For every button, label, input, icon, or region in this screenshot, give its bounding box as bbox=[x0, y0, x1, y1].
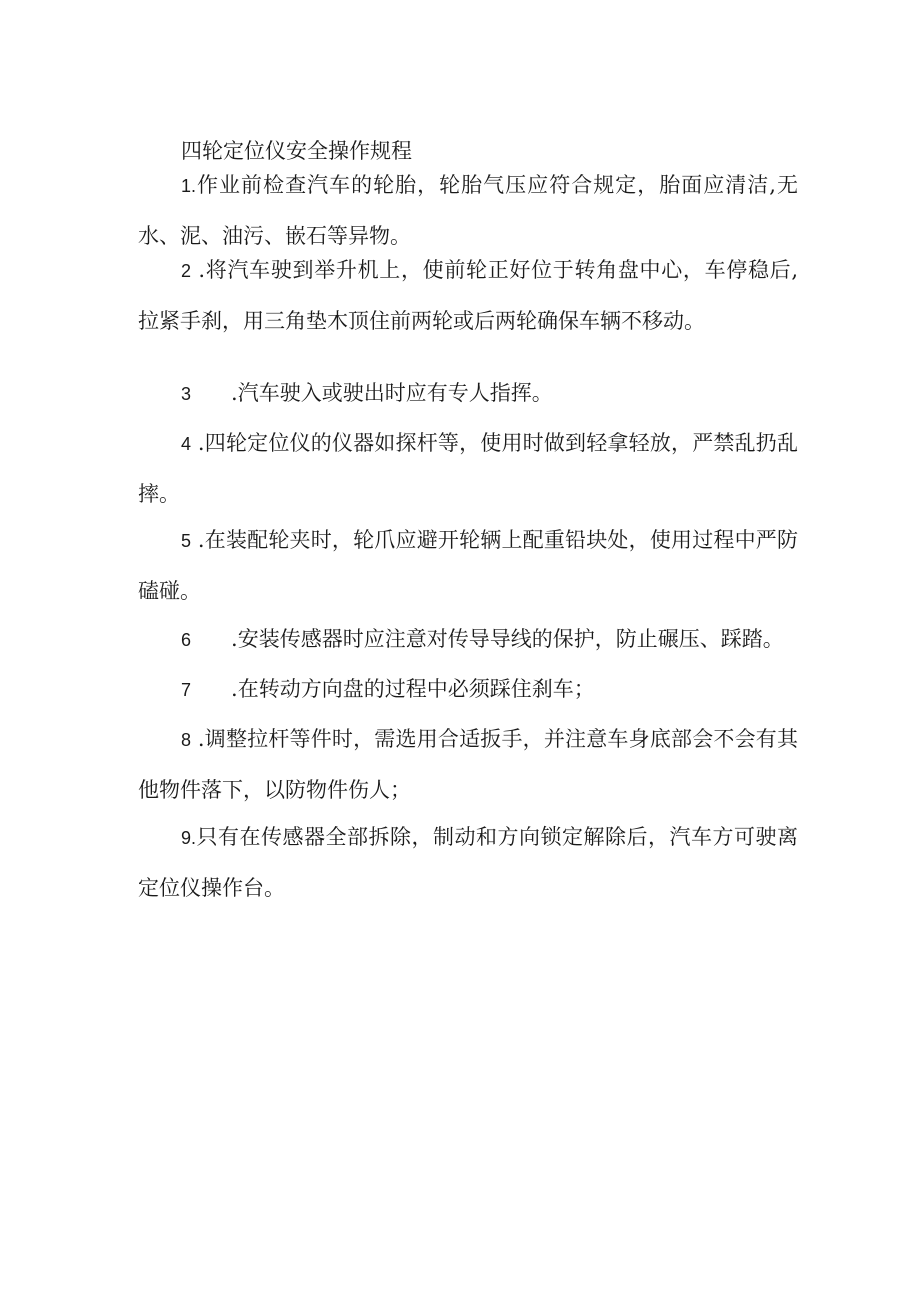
rule-number: 6 bbox=[181, 630, 192, 650]
document-title: 四轮定位仪安全操作规程 bbox=[181, 139, 412, 163]
rule-number: 4 bbox=[181, 434, 192, 454]
rule-number: 1. bbox=[181, 176, 197, 196]
rule-text: 作业前检查汽车的轮胎，轮胎气压应符合规定，胎面应清洁,无水、泥、油污、嵌石等异物。 bbox=[138, 173, 798, 248]
rule-number: 8 bbox=[181, 730, 192, 750]
rule-number: 5 bbox=[181, 531, 192, 551]
rule-text: 只有在传感器全部拆除，制动和方向锁定解除后，汽车方可驶离定位仪操作台。 bbox=[138, 825, 798, 900]
rule-item-5 bbox=[138, 515, 798, 616]
rule-number: 3 bbox=[181, 384, 192, 404]
rule-number: 9. bbox=[181, 828, 197, 848]
rule-text: .将汽车驶到举升机上，使前轮正好位于转角盘中心，车停稳后,拉紧手刹，用三角垫木顶住前两轮或后两轮确保车辆不移动。 bbox=[138, 258, 798, 333]
rule-item-4 bbox=[138, 418, 798, 519]
rule-text: .四轮定位仪的仪器如探杆等，使用时做到轻拿轻放，严禁乱扔乱摔。 bbox=[138, 431, 798, 506]
rule-text: .安装传感器时应注意对传导导线的保护，防止碾压、踩踏。 bbox=[231, 627, 784, 651]
rule-item-7 bbox=[138, 664, 798, 715]
rule-item-3 bbox=[138, 368, 798, 419]
rule-item-2 bbox=[138, 245, 798, 346]
rule-item-8 bbox=[138, 714, 798, 815]
rule-text: .汽车驶入或驶出时应有专人指挥。 bbox=[231, 381, 553, 405]
rule-item-9 bbox=[138, 812, 798, 913]
rule-number: 7 bbox=[181, 680, 192, 700]
rule-text: .调整拉杆等件时，需选用合适扳手，并注意车身底部会不会有其他物件落下，以防物件伤人； bbox=[138, 727, 798, 802]
rule-text: .在装配轮夹时，轮爪应避开轮辆上配重铅块处，使用过程中严防磕碰。 bbox=[138, 528, 798, 603]
rule-text: .在转动方向盘的过程中必须踩住刹车； bbox=[231, 677, 595, 701]
rule-number: 2 bbox=[181, 261, 192, 281]
rule-item-6 bbox=[138, 614, 798, 665]
